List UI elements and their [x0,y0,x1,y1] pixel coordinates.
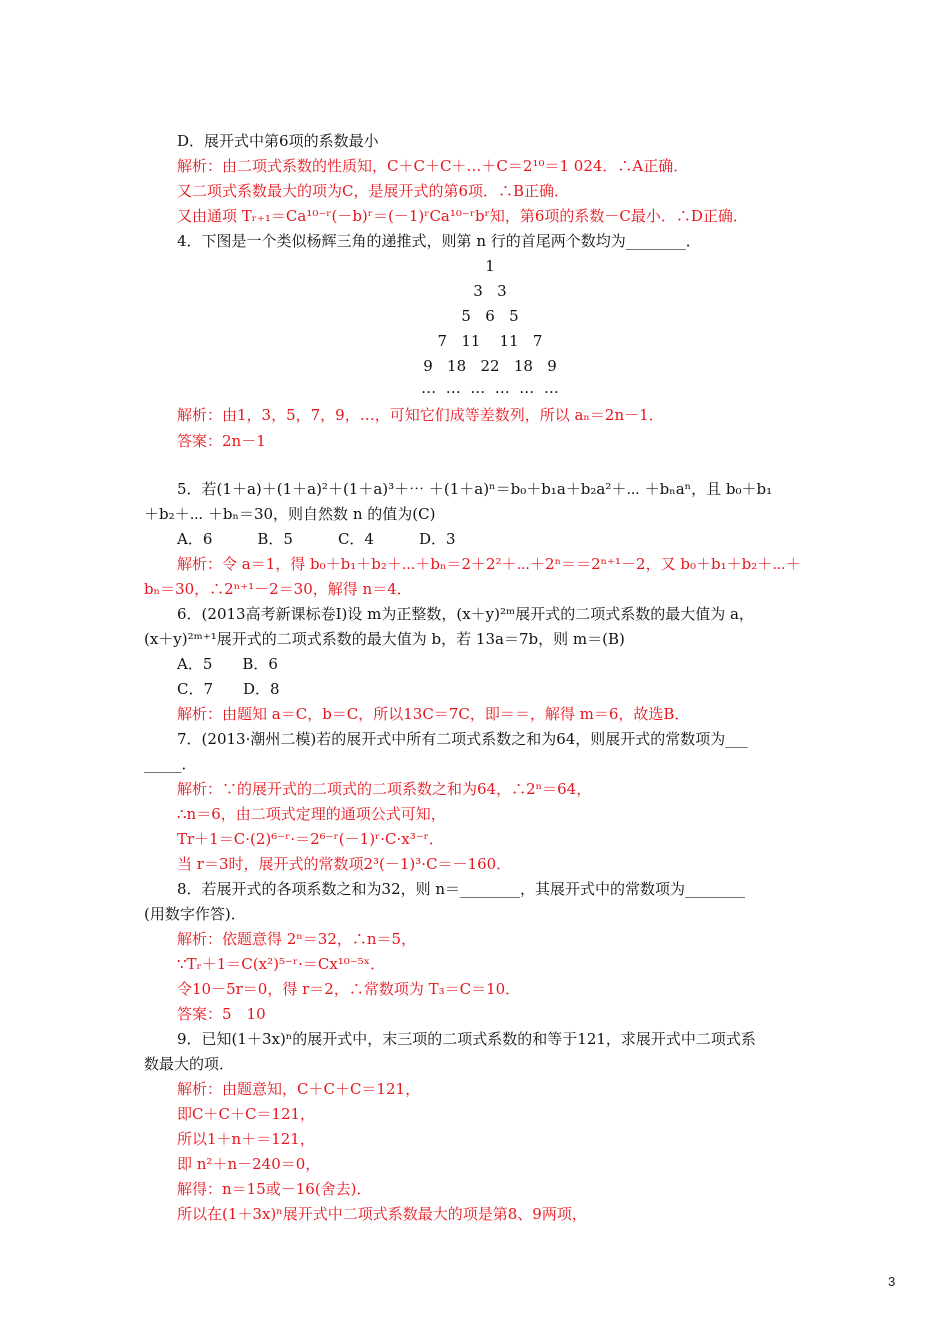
text-line: 数最大的项． [144,1055,235,1073]
text-line: 即 n²＋n－240＝0， [177,1155,321,1173]
triangle-row: 5 6 5 [461,307,519,325]
text-line: (x＋y)²ᵐ⁺¹展开式的二项式系数的最大值为 b，若 13a＝7b，则 m＝(B) [144,630,625,648]
text-line: 解析：由题意知，C＋C＋C＝121， [177,1080,421,1098]
text-line: 5．若(1＋a)＋(1＋a)²＋(1＋a)³＋⋯ ＋(1＋a)ⁿ＝b₀＋b₁a＋b₂a²＋⋯ ＋bₙaⁿ，且 b₀＋b₁ [177,480,773,498]
triangle-row: 7 11 11 7 [437,332,543,350]
triangle-row: 9 18 22 18 9 [423,357,557,375]
text-line: 又二项式系数最大的项为C，是展开式的第6项．∴B正确． [177,182,570,200]
text-line: 8．若展开式的各项系数之和为32，则 n＝________，其展开式中的常数项为________ [177,880,746,898]
text-line: 解得：n＝15或－16(舍去)． [177,1180,372,1198]
text-line: 所以在(1＋3x)ⁿ展开式中二项式系数最大的项是第8、9两项， [177,1205,587,1223]
triangle-row: … … … … … … [421,379,559,397]
text-line: Tr＋1＝C·(2)⁶⁻ʳ·＝2⁶⁻ʳ(－1)ʳ·C·x³⁻ʳ． [177,830,444,848]
text-line: 当 r＝3时，展开式的常数项2³(－1)³·C＝－160． [177,855,512,873]
text-line: D．展开式中第6项的系数最小 [177,132,379,150]
text-line: 答案：2n－1 [177,432,266,450]
page-number: 3 [888,1274,896,1289]
text-line: 解析：依题意得 2ⁿ＝32，∴n＝5， [177,930,417,948]
text-line: A．6 B．5 C．4 D．3 [177,530,456,548]
text-line: 解析：∵的展开式的二项式的二项系数之和为64，∴2ⁿ＝64， [177,780,592,798]
text-line: C．7 D．8 [177,680,280,698]
text-line: ＋b₂＋⋯ ＋bₙ＝30，则自然数 n 的值为(C) [144,505,436,523]
text-line: 9．已知(1＋3x)ⁿ的展开式中，末三项的二项式系数的和等于121，求展开式中二项式系 [177,1030,756,1048]
text-line: (用数字作答)． [144,905,246,923]
text-line: 4．下图是一个类似杨辉三角的递推式，则第 n 行的首尾两个数均为________． [177,232,701,250]
text-line: 即C＋C＋C＝121， [177,1105,316,1123]
text-line: 令10－5r＝0，得 r＝2，∴常数项为 T₃＝C＝10． [177,980,521,998]
text-line: 答案：5 10 [177,1005,266,1023]
text-line: 又由通项 Tᵣ₊₁＝Ca¹⁰⁻ʳ(－b)ʳ＝(－1)ʳCa¹⁰⁻ʳbʳ知，第6项的系数－C最小．∴D正确． [177,207,748,225]
text-line: 解析：令 a＝1，得 b₀＋b₁＋b₂＋⋯＋bₙ＝2＋2²＋⋯＋2ⁿ＝＝2ⁿ⁺¹－2，又 b₀＋b₁＋b₂＋⋯＋ [177,555,801,573]
text-line: _____． [144,755,197,773]
triangle-row: 3 3 [473,282,507,300]
text-line: 6．(2013高考新课标卷Ⅰ)设 m为正整数，(x＋y)²ᵐ展开式的二项式系数的最大值为 a， [177,605,754,623]
text-line: 解析：由题知 a＝C，b＝C，所以13C＝7C，即＝＝，解得 m＝6，故选B． [177,705,690,723]
text-line: bₙ＝30，∴2ⁿ⁺¹－2＝30，解得 n＝4． [144,580,412,598]
text-line: A．5 B．6 [177,655,278,673]
text-line: ∵Tᵣ＋1＝C(x²)⁵⁻ʳ·＝Cx¹⁰⁻⁵ˣ． [177,955,386,973]
triangle-row: 1 [485,257,495,275]
text-line: 7．(2013·潮州二模)若的展开式中所有二项式系数之和为64，则展开式的常数项为___ [177,730,748,748]
text-line: 所以1＋n＋＝121， [177,1130,315,1148]
text-line: 解析：由1，3，5，7，9，…，可知它们成等差数列，所以 aₙ＝2n－1． [177,406,664,424]
text-line: 解析：由二项式系数的性质知，C＋C＋C＋…＋C＝2¹⁰＝1 024．∴A正确． [177,157,689,175]
text-line: ∴n＝6，由二项式定理的通项公式可知， [177,805,446,823]
